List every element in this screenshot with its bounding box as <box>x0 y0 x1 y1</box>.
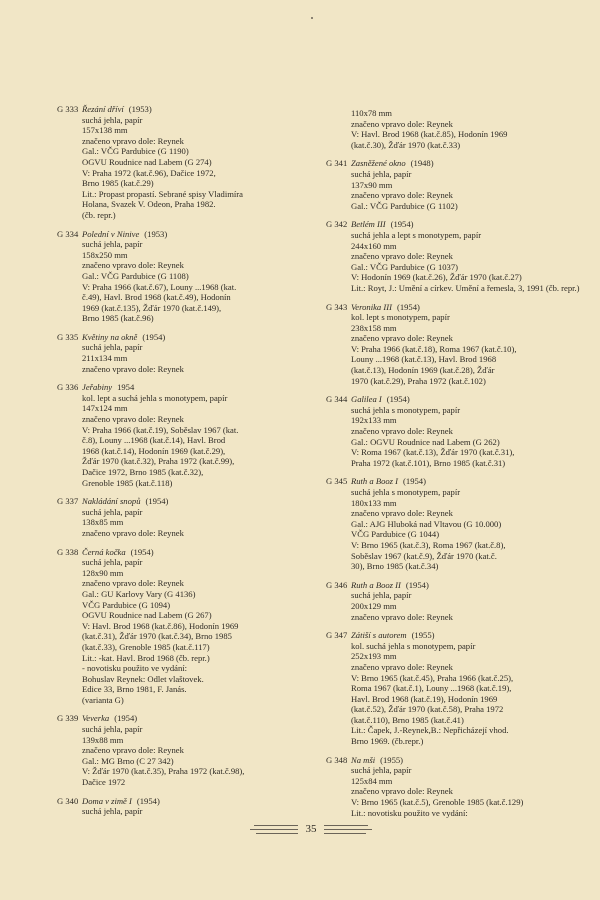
entry-detail-line: 158x250 mm <box>82 249 128 260</box>
entry-detail-line: značeno vpravo dole: Reynek <box>82 363 184 374</box>
entry-detail-line: suchá jehla, papír <box>82 114 143 125</box>
entry-heading <box>326 580 591 591</box>
entry-detail-line: V: Praha 1966 (kat.č.18), Roma 1967 (kat.č.10), <box>351 343 517 354</box>
entry-year: (1953) <box>128 104 152 114</box>
entry-detail-line: Soběslav 1967 (kat.č.9), Žďár 1970 (kat.č. <box>351 550 497 561</box>
entry-title: Nakládání snopů <box>82 496 141 507</box>
entry-detail-line: 200x129 mm <box>351 600 397 611</box>
catalog-entry <box>326 108 591 150</box>
entry-detail-line: - novotisku použito ve vydání: <box>82 663 188 674</box>
entry-catalog-number: G 341 <box>326 158 348 169</box>
catalog-column-right <box>326 108 591 826</box>
entry-catalog-number: G 338 <box>57 546 79 557</box>
entry-catalog-number: G 346 <box>326 579 348 590</box>
entry-title: Ruth a Booz I <box>351 476 399 487</box>
entry-detail-line: značeno vpravo dole: Reynek <box>351 611 453 622</box>
entry-detail-line: Gal.: VČG Pardubice (G 1037) <box>351 261 459 272</box>
entry-detail-line: 139x88 mm <box>82 734 124 745</box>
entry-title: Zasněžené okno <box>351 158 406 169</box>
entry-heading <box>326 476 591 487</box>
entry-heading <box>57 332 307 343</box>
entry-heading <box>57 229 307 240</box>
entry-detail-line: suchá jehla, papír <box>82 239 143 250</box>
entry-detail-line: Roma 1967 (kat.č.1), Louny ...1968 (kat.č.19), <box>351 683 512 694</box>
entry-details <box>326 230 591 294</box>
entry-detail-line: 192x133 mm <box>351 415 397 426</box>
entry-detail-line: Edice 33, Brno 1981, F. Janás. <box>82 684 187 695</box>
entry-catalog-number: G 344 <box>326 394 348 405</box>
entry-detail-line: 157x138 mm <box>82 125 128 136</box>
catalog-entry <box>326 476 591 571</box>
entry-detail-line: č.8), Louny ...1968 (kat.č.14), Havl. Brod <box>82 435 226 446</box>
catalog-column-left <box>57 104 307 825</box>
entry-catalog-number: G 340 <box>57 795 79 806</box>
entry-detail-line: Brno 1985 (kat.č.96) <box>82 313 154 324</box>
entry-detail-line: V: Žďár 1970 (kat.č.35), Praha 1972 (kat.č.98), <box>82 766 245 777</box>
entry-detail-line: Gal.: VČG Pardubice (G 1102) <box>351 200 458 211</box>
entry-detail-line: suchá jehla s monotypem, papír <box>351 487 461 497</box>
entry-detail-line: 1968 (kat.č.14), Hodonín 1969 (kat.č.29), <box>82 445 226 456</box>
catalog-entry <box>57 104 307 221</box>
page-number: 35 <box>305 823 317 835</box>
entry-detail-line: 137x90 mm <box>351 179 393 190</box>
catalog-entry <box>326 158 591 211</box>
entry-year: (1955) <box>411 630 435 641</box>
entry-details <box>326 590 591 622</box>
entry-detail-line: značeno vpravo dole: Reynek <box>82 578 184 589</box>
entry-title: Na mši <box>351 754 376 765</box>
entry-heading <box>57 496 307 507</box>
page-footer <box>0 820 600 840</box>
entry-detail-line: VČG Pardubice (G 1044) <box>351 529 440 540</box>
entry-detail-line: značeno vpravo dole: Reynek <box>82 135 184 146</box>
entry-detail-line: 238x158 mm <box>351 322 397 333</box>
entry-year: (1954) <box>145 496 169 507</box>
entry-detail-line: značeno vpravo dole: Reynek <box>351 786 453 797</box>
entry-detail-line: 244x160 mm <box>351 240 397 251</box>
entry-detail-line: Gal.: VČG Pardubice (G 1108) <box>82 270 189 281</box>
entry-detail-line: suchá jehla, papír <box>351 765 412 776</box>
entry-year: 1954 <box>117 382 135 393</box>
footer-rule-right-bottom <box>324 833 366 834</box>
entry-year: (1954) <box>386 394 410 405</box>
catalog-entry <box>57 496 307 538</box>
entry-detail-line: (kat.č.30), Žďár 1970 (kat.č.33) <box>351 139 461 150</box>
catalog-entry <box>57 547 307 706</box>
entry-catalog-number: G 342 <box>326 219 348 230</box>
entry-title: Galilea I <box>351 394 382 405</box>
entry-details <box>57 806 307 817</box>
catalog-entry <box>57 796 307 817</box>
entry-detail-line: Žďár 1970 (kat.č.32), Praha 1972 (kat.č.99), <box>82 456 235 467</box>
entry-detail-line: V: Praha 1966 (kat.č.67), Louny ...1968 (kat. <box>82 281 237 292</box>
entry-detail-line: suchá jehla, papír <box>82 342 143 353</box>
catalog-entry <box>326 394 591 468</box>
entry-catalog-number: G 333 <box>57 104 79 114</box>
entry-detail-line: Lit.: Royt, J.: Umění a církev. Umění a řemesla, 3, 1991 (čb. repr.) <box>351 282 580 293</box>
entry-catalog-number: G 337 <box>57 496 79 507</box>
catalog-entry <box>326 219 591 293</box>
entry-catalog-number: G 334 <box>57 228 79 239</box>
entry-detail-line: značeno vpravo dole: Reynek <box>82 745 184 756</box>
entry-details <box>57 724 307 788</box>
entry-detail-line: (kat.č.13), Hodonín 1969 (kat.č.28), Žďár <box>351 365 495 376</box>
footer-rule-right-top <box>324 825 368 826</box>
entry-detail-line: kol. lept a suchá jehla s monotypem, papír <box>82 392 228 403</box>
entry-detail-line: Gal.: GU Karlovy Vary (G 4136) <box>82 588 196 599</box>
entry-heading <box>326 302 591 313</box>
entry-title: Zátiší s autorem <box>351 630 407 641</box>
entry-detail-line: značeno vpravo dole: Reynek <box>82 527 184 538</box>
entry-detail-line: (kat.č.110), Brno 1985 (kat.č.41) <box>351 714 464 725</box>
entry-detail-line: Dačice 1972 <box>82 777 126 788</box>
entry-detail-line: značeno vpravo dole: Reynek <box>82 260 184 271</box>
entry-title: Veverka <box>82 713 110 724</box>
entry-title: Černá kočka <box>82 546 126 557</box>
entry-detail-line: č.49), Havl. Brod 1968 (kat.č.49), Hodonín <box>82 292 231 303</box>
entry-heading <box>57 104 307 115</box>
entry-detail-line: 1970 (kat.č.29), Praha 1972 (kat.č.102) <box>351 375 486 386</box>
entry-detail-line: značeno vpravo dole: Reynek <box>351 333 453 344</box>
entry-detail-line: V: Praha 1966 (kat.č.19), Soběslav 1967 (kat. <box>82 424 239 435</box>
entry-detail-line: 128x90 mm <box>82 567 124 578</box>
entry-detail-line: značeno vpravo dole: Reynek <box>351 251 453 262</box>
entry-detail-line: 125x84 mm <box>351 775 393 786</box>
entry-detail-line: Brno 1969. (čb.repr.) <box>351 736 424 747</box>
entry-title: Jeřabiny <box>82 382 113 393</box>
entry-year: (1954) <box>114 713 138 724</box>
entry-detail-line: Holana, Svazek V. Odeon, Praha 1982. <box>82 199 216 210</box>
entry-details <box>326 405 591 469</box>
entry-detail-line: kol. lept s monotypem, papír <box>351 312 450 323</box>
entry-detail-line: 1969 (kat.č.135), Žďár 1970 (kat.č.149), <box>82 302 222 313</box>
entry-detail-line: značeno vpravo dole: Reynek <box>351 118 453 129</box>
entry-detail-line: Havl. Brod 1968 (kat.č.19), Hodonín 1969 <box>351 693 498 704</box>
entry-details <box>57 507 307 539</box>
entry-heading <box>57 382 307 393</box>
entry-heading <box>57 796 307 807</box>
catalog-entry <box>326 580 591 622</box>
entry-detail-line: Lit.: -kat. Havl. Brod 1968 (čb. repr.) <box>82 652 210 663</box>
entry-title: Řezání dříví <box>82 104 124 114</box>
entry-title: Betlém III <box>351 219 386 230</box>
entry-detail-line: V: Havl. Brod 1968 (kat.č.86), Hodonín 1969 <box>82 620 239 631</box>
catalog-entry <box>57 713 307 787</box>
footer-rule-right-middle <box>324 829 372 830</box>
entry-year: (1954) <box>130 546 154 557</box>
entry-detail-line: značeno vpravo dole: Reynek <box>82 414 184 425</box>
entry-detail-line: Gal.: VČG Pardubice (G 1190) <box>82 146 189 157</box>
entry-detail-line: Lit.: novotisku použito ve vydání: <box>351 807 468 818</box>
catalog-entry <box>57 332 307 374</box>
entry-detail-line: Louny ...1968 (kat.č.13), Havl. Brod 1968 <box>351 354 497 365</box>
catalog-entry <box>326 630 591 747</box>
entry-year: (1953) <box>144 228 168 239</box>
entry-details <box>57 557 307 705</box>
entry-detail-line: V: Brno 1965 (kat.č.3), Roma 1967 (kat.č.8), <box>351 539 506 550</box>
entry-detail-line: suchá jehla s monotypem, papír <box>351 404 461 415</box>
entry-year: (1954) <box>142 331 166 342</box>
entry-detail-line: suchá jehla, papír <box>82 557 143 568</box>
entry-details <box>57 115 307 221</box>
entry-detail-line: suchá jehla a lept s monotypem, papír <box>351 229 482 240</box>
entry-detail-line: 110x78 mm <box>351 108 392 118</box>
entry-detail-line: V: Roma 1967 (kat.č.13), Žďár 1970 (kat.č.31), <box>351 447 515 458</box>
entry-detail-line: značeno vpravo dole: Reynek <box>351 190 453 201</box>
entry-detail-line: 211x134 mm <box>82 353 128 364</box>
entry-details <box>326 765 591 818</box>
entry-title: Květiny na okně <box>82 331 138 342</box>
entry-detail-line: 30), Brno 1985 (kat.č.34) <box>351 561 439 572</box>
entry-year: (1954) <box>403 476 426 487</box>
catalog-entry <box>326 302 591 387</box>
entry-detail-line: (čb. repr.) <box>82 209 116 220</box>
entry-detail-line: (kat.č.52), Žďár 1970 (kat.č.58), Praha 1972 <box>351 704 504 715</box>
entry-heading <box>326 630 591 641</box>
entry-details <box>326 312 591 386</box>
entry-details <box>57 393 307 488</box>
paper-speck <box>311 17 313 19</box>
catalog-entry <box>326 755 591 819</box>
entry-detail-line: (varianta G) <box>82 694 124 705</box>
entry-heading <box>326 158 591 169</box>
entry-heading <box>326 394 591 405</box>
entry-heading <box>57 547 307 558</box>
entry-detail-line: Gal.: MG Brno (C 27 342) <box>82 755 174 766</box>
footer-rule-left-bottom <box>256 833 298 834</box>
entry-catalog-number: G 348 <box>326 754 348 765</box>
entry-year: (1954) <box>390 219 414 230</box>
entry-detail-line: značeno vpravo dole: Reynek <box>351 661 453 672</box>
entry-detail-line: 180x133 mm <box>351 497 397 508</box>
entry-title: Ruth a Booz II <box>351 579 401 590</box>
entry-year: (1954) <box>396 301 420 312</box>
entry-detail-line: suchá jehla, papír <box>82 806 143 817</box>
entry-details <box>57 342 307 374</box>
entry-detail-line: suchá jehla, papír <box>82 724 143 735</box>
catalog-entry <box>57 229 307 324</box>
entry-detail-line: OGVU Roudnice nad Labem (G 274) <box>82 156 212 167</box>
entry-detail-line: suchá jehla, papír <box>82 506 143 517</box>
entry-details <box>326 169 591 211</box>
entry-details <box>326 108 591 150</box>
entry-detail-line: V: Havl. Brod 1968 (kat.č.85), Hodonín 1969 <box>351 129 508 140</box>
entry-detail-line: 138x85 mm <box>82 517 124 528</box>
entry-catalog-number: G 347 <box>326 630 348 641</box>
entry-heading <box>57 713 307 724</box>
entry-detail-line: 147x124 mm <box>82 403 128 414</box>
entry-title: Veronika III <box>351 301 392 312</box>
entry-detail-line: V: Brno 1965 (kat.č.5), Grenoble 1985 (kat.č.129) <box>351 797 524 808</box>
entry-title: Doma v zimě I <box>82 795 132 806</box>
entry-detail-line: V: Praha 1972 (kat.č.96), Dačice 1972, <box>82 167 216 178</box>
entry-catalog-number: G 345 <box>326 476 348 487</box>
entry-year: (1954) <box>136 795 160 806</box>
entry-detail-line: VČG Pardubice (G 1094) <box>82 599 171 610</box>
entry-detail-line: Lit.: Čapek, J.-Reynek,B.: Nepřicházejí vhod. <box>351 725 509 736</box>
entry-detail-line: V: Brno 1965 (kat.č.45), Praha 1966 (kat.č.25), <box>351 672 514 683</box>
entry-detail-line: OGVU Roudnice nad Labem (G 267) <box>82 610 212 621</box>
entry-catalog-number: G 336 <box>57 382 79 393</box>
entry-detail-line: V: Hodonín 1969 (kat.č.26), Žďár 1970 (kat.č.27) <box>351 272 522 283</box>
entry-catalog-number: G 335 <box>57 331 79 342</box>
entry-detail-line: značeno vpravo dole: Reynek <box>351 426 453 437</box>
entry-detail-line: Bohuslav Reynek: Odlet vlaštovek. <box>82 673 204 684</box>
entry-detail-line: kol. suchá jehla s monotypem, papír <box>351 640 476 651</box>
entry-detail-line: (kat.č.33), Grenoble 1985 (kat.č.117) <box>82 641 210 652</box>
footer-rule-left-middle <box>250 829 298 830</box>
entry-heading <box>326 755 591 766</box>
entry-detail-line: suchá jehla, papír <box>351 168 412 179</box>
entry-title: Polední v Ninive <box>82 228 140 239</box>
entry-detail-line: suchá jehla, papír <box>351 590 412 601</box>
entry-detail-line: Gal.: OGVU Roudnice nad Labem (G 262) <box>351 436 500 447</box>
entry-detail-line: Dačice 1972, Brno 1985 (kat.č.32), <box>82 467 204 477</box>
entry-catalog-number: G 343 <box>326 301 348 312</box>
entry-detail-line: značeno vpravo dole: Reynek <box>351 508 453 519</box>
entry-year: (1955) <box>380 754 404 765</box>
entry-details <box>57 239 307 324</box>
entry-detail-line: Praha 1972 (kat.č.101), Brno 1985 (kat.č.31) <box>351 457 506 468</box>
entry-detail-line: Lit.: Propast propastí. Sebrané spisy Vladimíra <box>82 188 243 199</box>
entry-heading <box>326 219 591 230</box>
entry-year: (1954) <box>405 579 429 590</box>
entry-detail-line: Grenoble 1985 (kat.č.118) <box>82 477 173 488</box>
entry-detail-line: 252x193 mm <box>351 651 397 662</box>
entry-details <box>326 641 591 747</box>
entry-details <box>326 487 591 572</box>
entry-detail-line: Brno 1985 (kat.č.29) <box>82 178 154 189</box>
catalog-entry <box>57 382 307 488</box>
entry-detail-line: (kat.č.31), Žďár 1970 (kat.č.34), Brno 1985 <box>82 631 232 642</box>
entry-catalog-number: G 339 <box>57 713 79 724</box>
entry-year: (1948) <box>410 158 434 169</box>
entry-detail-line: Gal.: AJG Hluboká nad Vltavou (G 10.000) <box>351 518 502 529</box>
footer-rule-left-top <box>254 825 298 826</box>
